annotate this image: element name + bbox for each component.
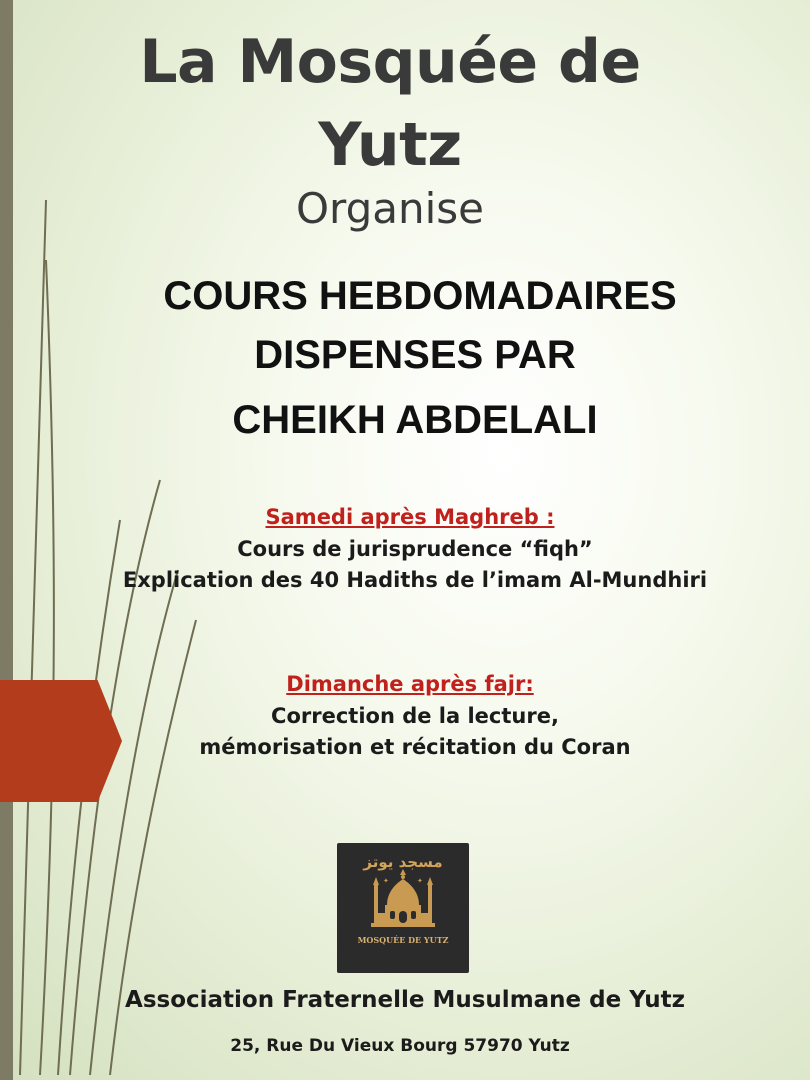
headline-line2: DISPENSES PAR <box>254 333 576 377</box>
schedule-item: mémorisation et récitation du Coran <box>199 735 631 759</box>
page-title-line2: Yutz <box>318 110 462 180</box>
mosque-logo <box>337 843 469 973</box>
schedule-item: Cours de jurisprudence “fiqh” <box>237 537 593 561</box>
page-subtitle: Organise <box>296 184 484 233</box>
schedule-day-sunday: Dimanche après fajr: <box>286 672 534 696</box>
svg-text:✦: ✦ <box>417 878 423 885</box>
logo-arabic-text: مسجد يوتز <box>363 853 443 871</box>
schedule-item: Explication des 40 Hadiths de l’imam Al-Mundhiri <box>122 568 708 592</box>
svg-text:✦: ✦ <box>383 878 389 885</box>
schedule-item: Correction de la lecture, <box>271 704 559 728</box>
page-title-line1: La Mosquée de <box>139 27 641 97</box>
association-name: Association Fraternelle Musulmane de Yutz <box>125 987 685 1013</box>
address: 25, Rue Du Vieux Bourg 57970 Yutz <box>230 1036 570 1056</box>
headline-line1: COURS HEBDOMADAIRES <box>163 274 677 318</box>
schedule-day-saturday: Samedi après Maghreb : <box>265 505 555 529</box>
logo-name: MOSQUÉE DE YUTZ <box>357 935 449 945</box>
headline-line3: CHEIKH ABDELALI <box>232 398 598 442</box>
